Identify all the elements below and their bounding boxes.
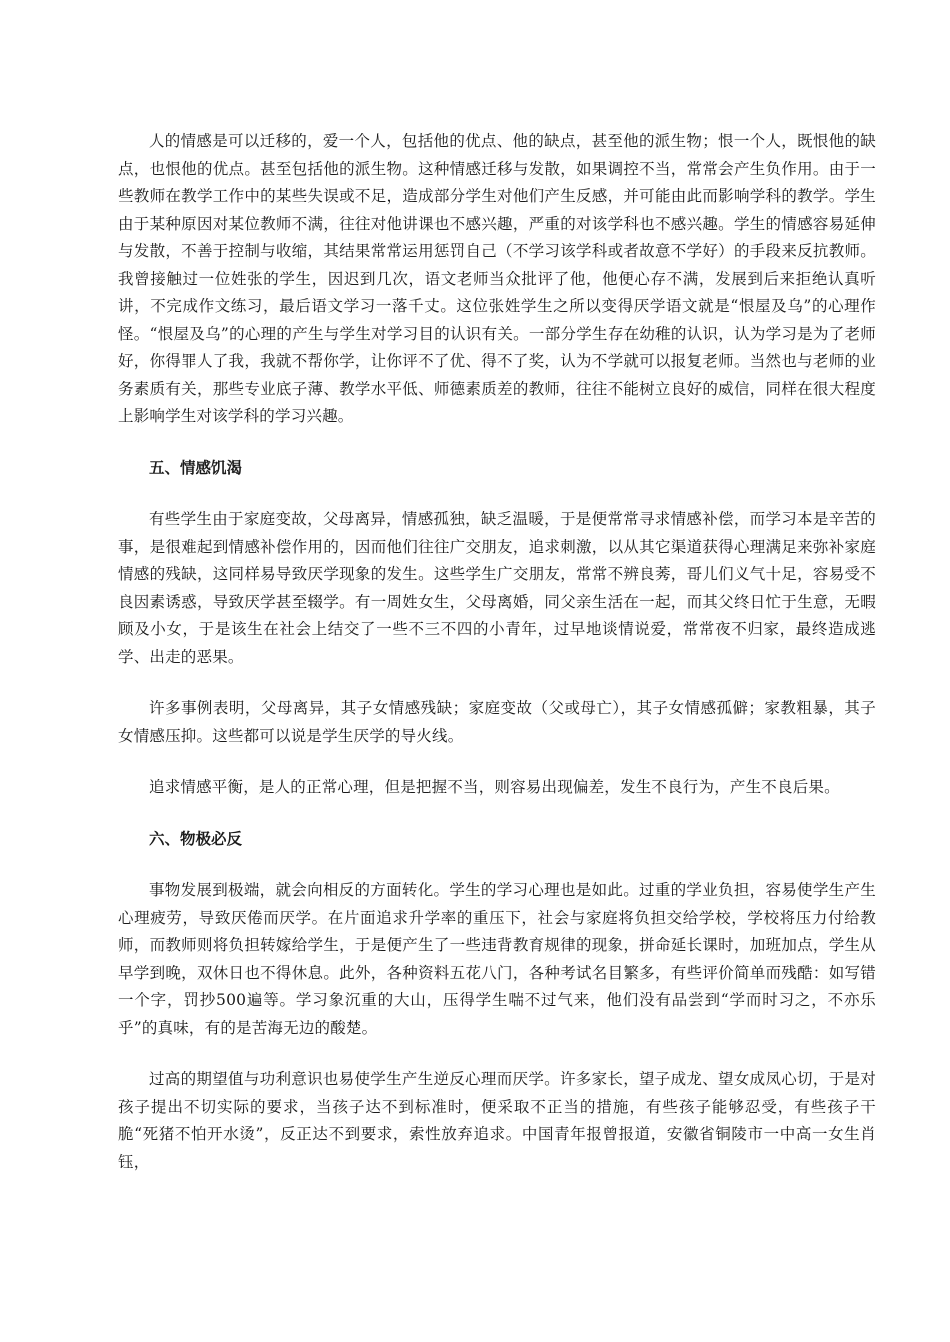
paragraph-emotional-balance: 追求情感平衡，是人的正常心理，但是把握不当，则容易出现偏差，发生不良行为，产生不良后果。 [149, 778, 840, 796]
paragraph-emotion-transfer: 人的情感是可以迁移的，爱一个人，包括他的优点、他的缺点，甚至他的派生物；恨一个人，既恨他的缺点，也恨他的优点。甚至包括他的派生物。这种情感迁移与发散，如果调控不当，常常会产生负作用。由于一些教师在教学工作中的某些失误或不足，造成部分学生对他们产生反感，并可能由此而影响学科的教学。学生由于某种原因对某位教师不满，往往对他讲课也不感兴趣，严重的对该学科也不感兴趣。学生的情感容易延伸与发散，不善于控制与收缩，其结果常常运用惩罚自己（不学习该学科或者故意不学好）的手段来反抗教师。我曾接触过一位姓张的学生，因迟到几次，语文老师当众批评了他，他便心存不满，发展到后来拒绝认真听讲，不完成作文练习，最后语文学习一落千丈。这位张姓学生之所以变得厌学语文就是“恨屋及乌”的心理作怪。“恨屋及乌”的心理的产生与学生对学习目的认识有关。一部分学生存在幼稚的认识，认为学习是为了老师好，你得罪人了我，我就不帮你学，让你评不了优、得不了奖，认为不学就可以报复老师。当然也与老师的业务素质有关，那些专业底子薄、教学水平低、师德素质差的教师，往往不能树立良好的威信，同样在很大程度上影响学生对该学科的学习兴趣。 [118, 132, 876, 425]
paragraph-emotional-hunger: 有些学生由于家庭变故，父母离异，情感孤独，缺乏温暖，于是便常常寻求情感补偿，而学习本是辛苦的事，是很难起到情感补偿作用的，因而他们往往广交朋友，追求刺激，以从其它渠道获得心理满足来弥补家庭情感的残缺，这同样易导致厌学现象的发生。这些学生广交朋友，常常不辨良莠，哥儿们义气十足，容易受不良因素诱惑，导致厌学甚至辍学。有一周姓女生，父母离婚，同父亲生活在一起，而其父终日忙于生意，无暇顾及小女，于是该生在社会上结交了一些不三不四的小青年，过早地谈情说爱，常常夜不归家，最终造成逃学、出走的恶果。 [118, 510, 876, 666]
paragraph-expectations: 过高的期望值与功利意识也易使学生产生逆反心理而厌学。许多家长，望子成龙、望女成凤心切，于是对孩子提出不切实际的要求，当孩子达不到标准时，便采取不正当的措施，有些孩子能够忍受，有些孩子干脆“死猪不怕开水烫”，反正达不到要求，索性放弃追求。中国青年报曾报道，安徽省铜陵市一中高一女生肖钰， [118, 1070, 876, 1171]
section-heading-5: 五、情感饥渴 [149, 458, 243, 477]
paragraph-extremes: 事物发展到极端，就会向相反的方面转化。学生的学习心理也是如此。过重的学业负担，容易使学生产生心理疲劳，导致厌倦而厌学。在片面追求升学率的重压下，社会与家庭将负担交给学校，学校将压力付给教师，而教师则将负担转嫁给学生，于是便产生了一些违背教育规律的现象，拼命延长课时，加班加点，学生从早学到晚，双休日也不得休息。此外，各种资料五花八门，各种考试名目繁多，有些评价简单而残酷：如写错一个字，罚抄500遍等。学习象沉重的大山，压得学生喘不过气来，他们没有品尝到“学而时习之，不亦乐乎”的真味，有的是苦海无边的酸楚。 [118, 881, 876, 1037]
paragraph-case-evidence: 许多事例表明，父母离异，其子女情感残缺；家庭变故（父或母亡），其子女情感孤僻；家教粗暴，其子女情感压抑。这些都可以说是学生厌学的导火线。 [118, 699, 876, 745]
document-page [118, 128, 876, 1200]
section-heading-6: 六、物极必反 [149, 829, 243, 848]
